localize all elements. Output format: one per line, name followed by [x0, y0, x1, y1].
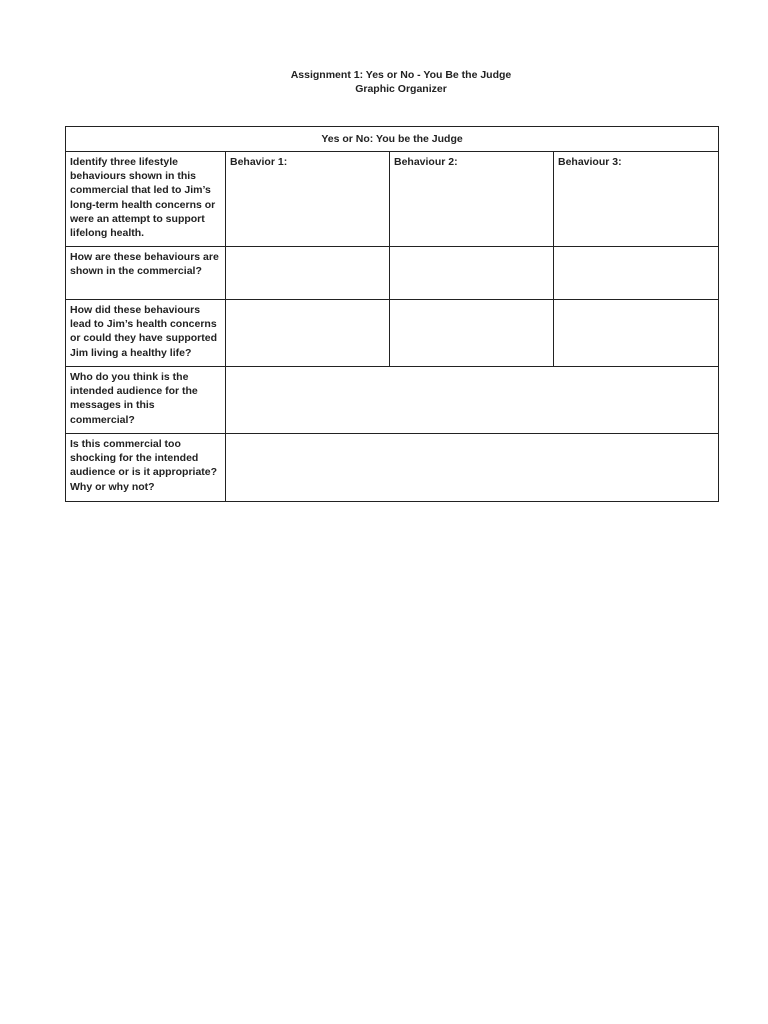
- title-line-1: Assignment 1: Yes or No - You Be the Judge: [290, 69, 512, 81]
- table-row: [66, 434, 719, 502]
- document-title: [0, 68, 768, 96]
- table-header: Yes or No: You be the Judge: [66, 127, 719, 152]
- answer-cell-wide[interactable]: [226, 434, 719, 502]
- question-cell: Who do you think is the intended audience for the messages in this commercial?: [66, 367, 226, 434]
- table-row: [66, 247, 719, 300]
- answer-cell-behaviour-1[interactable]: Behavior 1:: [226, 152, 390, 247]
- answer-cell[interactable]: [226, 247, 390, 300]
- question-cell: Identify three lifestyle behaviours shown in this commercial that led to Jim’s long-term health concerns or were an attempt to support lifelong health.: [66, 152, 226, 247]
- question-cell: Is this commercial too shocking for the intended audience or is it appropriate? Why or why not?: [66, 434, 226, 502]
- table-row: [66, 300, 719, 367]
- answer-cell[interactable]: [390, 300, 554, 367]
- table-row: [66, 152, 719, 247]
- question-cell: How did these behaviours lead to Jim’s health concerns or could they have supported Jim living a healthy life?: [66, 300, 226, 367]
- question-cell: How are these behaviours are shown in the commercial?: [66, 247, 226, 300]
- answer-cell-wide[interactable]: [226, 367, 719, 434]
- answer-cell-behaviour-2[interactable]: Behaviour 2:: [390, 152, 554, 247]
- graphic-organizer-table: [65, 126, 719, 502]
- answer-cell-behaviour-3[interactable]: Behaviour 3:: [554, 152, 719, 247]
- answer-cell[interactable]: [554, 300, 719, 367]
- table-header-row: [66, 127, 719, 152]
- answer-cell[interactable]: [390, 247, 554, 300]
- table-row: [66, 367, 719, 434]
- answer-cell[interactable]: [554, 247, 719, 300]
- title-line-2: Graphic Organizer: [355, 83, 447, 95]
- answer-cell[interactable]: [226, 300, 390, 367]
